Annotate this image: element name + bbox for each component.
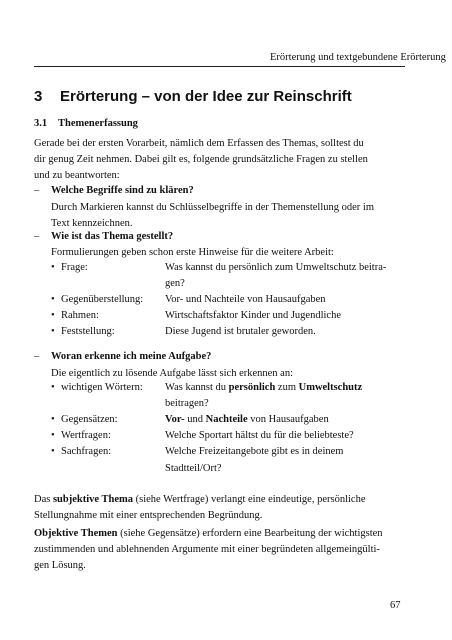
bullet: • [51,310,55,321]
list-item [51,430,111,441]
list-item [51,446,111,457]
item-label: Gegensätzen: [61,414,118,425]
list-item [51,294,143,305]
bold-run: persönlich [228,382,276,393]
item-label: Gegenüberstellung: [61,294,144,305]
bold-run: Objektive Themen [34,528,118,539]
text-line [34,492,402,508]
item-label: wichtigen Wörtern: [61,382,143,393]
item-value: Diese Jugend ist brutaler geworden. [165,326,316,337]
chapter-number: 3 [34,88,43,105]
list-item [51,414,118,425]
section-heading [34,118,138,129]
item-label: Sachfragen: [61,446,112,457]
item-value [165,382,362,393]
item-value [165,414,329,425]
bullet: • [51,430,55,441]
item-value-cont: Stadtteil/Ort? [165,463,222,474]
running-header: Erörterung und textgebundene Erörterung [270,52,446,63]
text-line: zustimmenden und ablehnenden Argumente mit einer begründeten allgemeingülti- [34,544,380,555]
page-number: 67 [390,600,401,611]
bold-run: Nachteile [205,414,248,425]
item-label: Wertfragen: [61,430,111,441]
text-line: Text kennzeichnen. [51,218,133,229]
question-title: Wie ist das Thema gestellt? [51,231,174,242]
text-run: und [184,414,206,425]
header-divider [34,66,405,67]
list-item [51,382,143,393]
question-heading [34,231,173,242]
intro-line: und zu beantworten: [34,170,120,181]
bullet: • [51,446,55,457]
item-value-cont: gen? [165,278,185,289]
question-title: Woran erkenne ich meine Aufgabe? [51,351,212,362]
bullet: • [51,294,55,305]
question-heading [34,351,211,362]
item-value: Welche Sportart hältst du für die beliebteste? [165,430,354,441]
item-value: Welche Freizeitangebote gibt es in deinem [165,446,344,457]
dash: – [34,231,40,242]
list-item [51,310,99,321]
intro-line: Gerade bei der ersten Vorarbeit, nämlich dem Erfassen des Themas, solltest du [34,138,364,149]
text-run: (siehe Gegensätze) erfordern eine Bearbeitung der wichtigsten [117,528,383,539]
text-line: Durch Markieren kannst du Schlüsselbegriffe in der Themenstellung oder im [51,202,374,213]
text-line [34,526,402,542]
item-label: Rahmen: [61,310,99,321]
text-line: gen Lösung. [34,560,86,571]
bold-run: Vor- [165,414,185,425]
intro-paragraph [34,136,402,184]
text-line: Stellungnahme mit einer entsprechenden Begründung. [34,510,263,521]
text-run: zum [275,382,299,393]
item-value: Wirtschaftsfaktor Kinder und Jugendliche [165,310,341,321]
bullet: • [51,414,55,425]
question-text: Die eigentlich zu lösende Aufgabe lässt sich erkennen an: [51,368,294,379]
item-value: Was kannst du persönlich zum Umweltschutz beitra- [165,262,387,273]
text-run: Das [34,494,53,505]
bold-run: subjektive Thema [52,494,133,505]
chapter-heading [34,88,352,105]
section-number: 3.1 [34,118,48,129]
bullet: • [51,326,55,337]
bold-run: Umweltschutz [298,382,363,393]
bullet: • [51,262,55,273]
item-label: Feststellung: [61,326,115,337]
text-run: von Hausaufgaben [247,414,329,425]
dash: – [34,351,40,362]
question-text: Formulierungen geben schon erste Hinweise für die weitere Arbeit: [51,247,334,258]
list-item [51,326,115,337]
item-label: Frage: [61,262,88,273]
question-title: Welche Begriffe sind zu klären? [51,185,194,196]
paragraph-objective [34,526,402,574]
question-text [51,200,402,232]
question-heading [34,185,194,196]
item-value-cont: beitragen? [165,398,209,409]
text-run: Was kannst du [165,382,229,393]
text-run: (siehe Wertfrage) verlangt eine eindeutige, persönliche [133,494,366,505]
chapter-title: Erörterung – von der Idee zur Reinschrift [60,88,352,105]
section-title: Themenerfassung [58,118,138,129]
dash: – [34,185,40,196]
bullet: • [51,382,55,393]
intro-line: dir genug Zeit nehmen. Dabei gilt es, folgende grundsätzliche Fragen zu stellen [34,154,368,165]
paragraph-subjective [34,492,402,524]
list-item [51,262,88,273]
item-value: Vor- und Nachteile von Hausaufgaben [165,294,326,305]
